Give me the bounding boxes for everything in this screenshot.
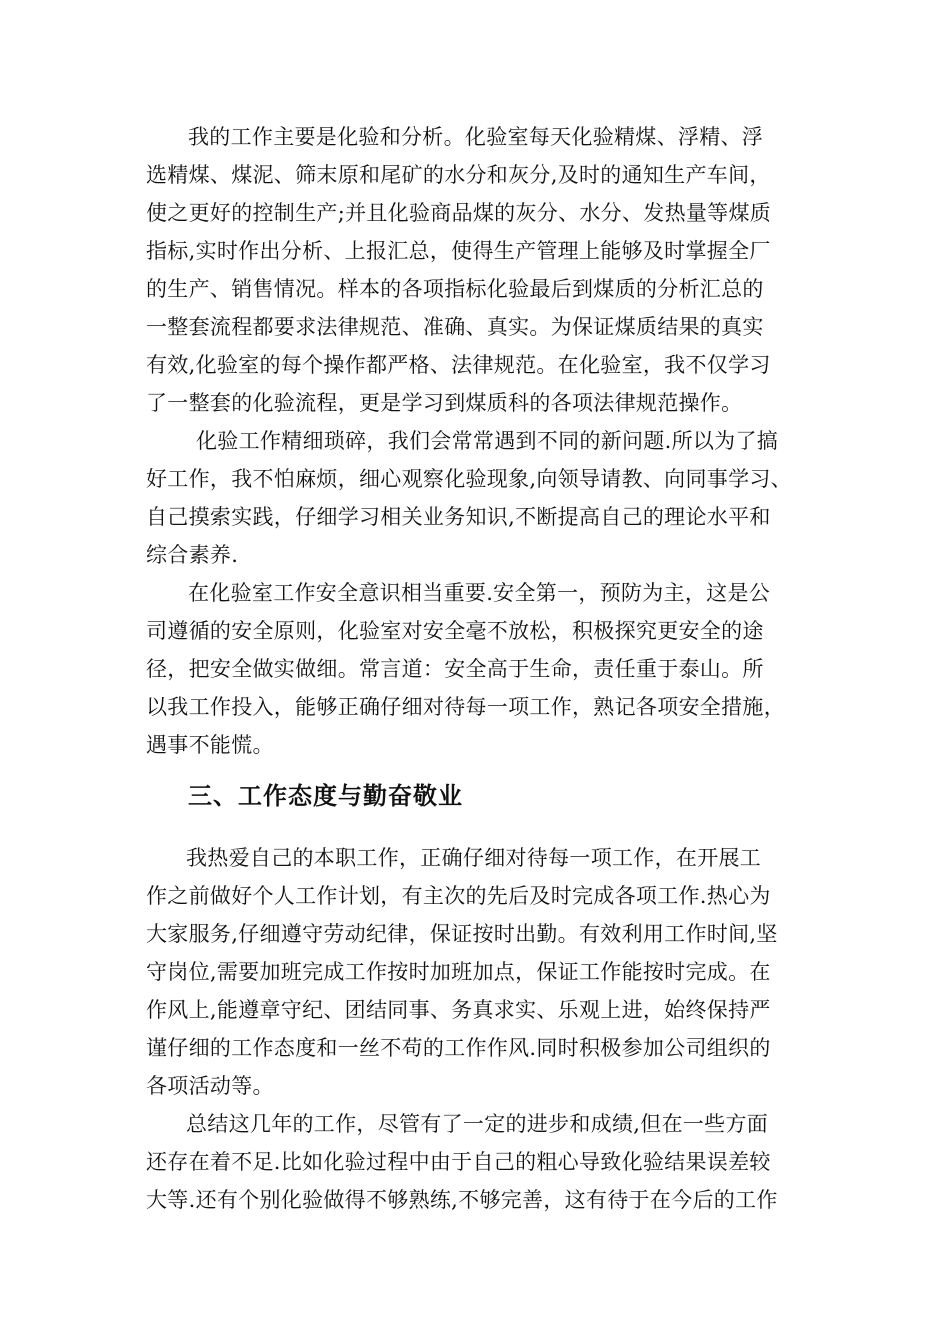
text-line: 使之更好的控制生产;并且化验商品煤的灰分、水分、发热量等煤质 (146, 201, 772, 225)
text-line: 我的工作主要是化验和分析。化验室每天化验精煤、浮精、浮 (188, 125, 764, 149)
section-heading: 三、工作态度与勤奋敬业 (188, 781, 463, 810)
text-line: 遇事不能慌。 (146, 733, 274, 757)
text-line: 径，把安全做实做细。常言道：安全高于生命，责任重于泰山。所 (146, 657, 764, 681)
text-line: 好工作，我不怕麻烦，细心观察化验现象,向领导请教、向同事学习、 (146, 467, 792, 491)
text-line: 化验工作精细琐碎，我们会常常遇到不同的新问题.所以为了搞 (196, 429, 779, 453)
text-line: 综合素养. (146, 543, 239, 567)
text-line: 一整套流程都要求法律规范、准确、真实。为保证煤质结果的真实 (146, 315, 764, 339)
text-line: 还存在着不足.比如化验过程中由于自己的粗心导致化验结果误差较 (146, 1150, 771, 1174)
text-line: 总结这几年的工作，尽管有了一定的进步和成绩,但在一些方面 (186, 1112, 769, 1136)
text-line: 有效,化验室的每个操作都严格、法律规范。在化验室，我不仅学习 (146, 353, 771, 377)
text-line: 的生产、销售情况。样本的各项指标化验最后到煤质的分析汇总的 (146, 277, 764, 301)
text-line: 选精煤、煤泥、筛末原和尾矿的水分和灰分,及时的通知生产车间， (146, 163, 771, 187)
text-line: 谨仔细的工作态度和一丝不苟的工作作风.同时积极参加公司组织的 (146, 1036, 771, 1060)
text-line: 自己摸索实践，仔细学习相关业务知识,不断提高自己的理论水平和 (146, 505, 771, 529)
text-line: 大等.还有个别化验做得不够熟练,不够完善，这有待于在今后的工作 (146, 1188, 778, 1212)
text-line: 各项活动等。 (146, 1074, 274, 1098)
text-line: 在化验室工作安全意识相当重要.安全第一，预防为主，这是公 (188, 581, 771, 605)
text-line: 指标,实时作出分析、上报汇总，使得生产管理上能够及时掌握全厂 (146, 239, 771, 263)
text-line: 司遵循的安全原则，化验室对安全毫不放松，积极探究更安全的途 (146, 619, 764, 643)
text-line: 作之前做好个人工作计划，有主次的先后及时完成各项工作.热心为 (146, 884, 771, 908)
text-line: 大家服务,仔细遵守劳动纪律，保证按时出勤。有效利用工作时间,坚 (146, 922, 778, 946)
text-line: 了一整套的化验流程，更是学习到煤质科的各项法律规范操作。 (146, 391, 743, 415)
text-line: 作风上,能遵章守纪、团结同事、务真求实、乐观上进，始终保持严 (146, 998, 771, 1022)
text-line: 守岗位,需要加班完成工作按时加班加点，保证工作能按时完成。在 (146, 960, 771, 984)
text-line: 以我工作投入，能够正确仔细对待每一项工作，熟记各项安全措施， (146, 695, 785, 719)
text-line: 我热爱自己的本职工作，正确仔细对待每一项工作，在开展工 (186, 846, 762, 870)
